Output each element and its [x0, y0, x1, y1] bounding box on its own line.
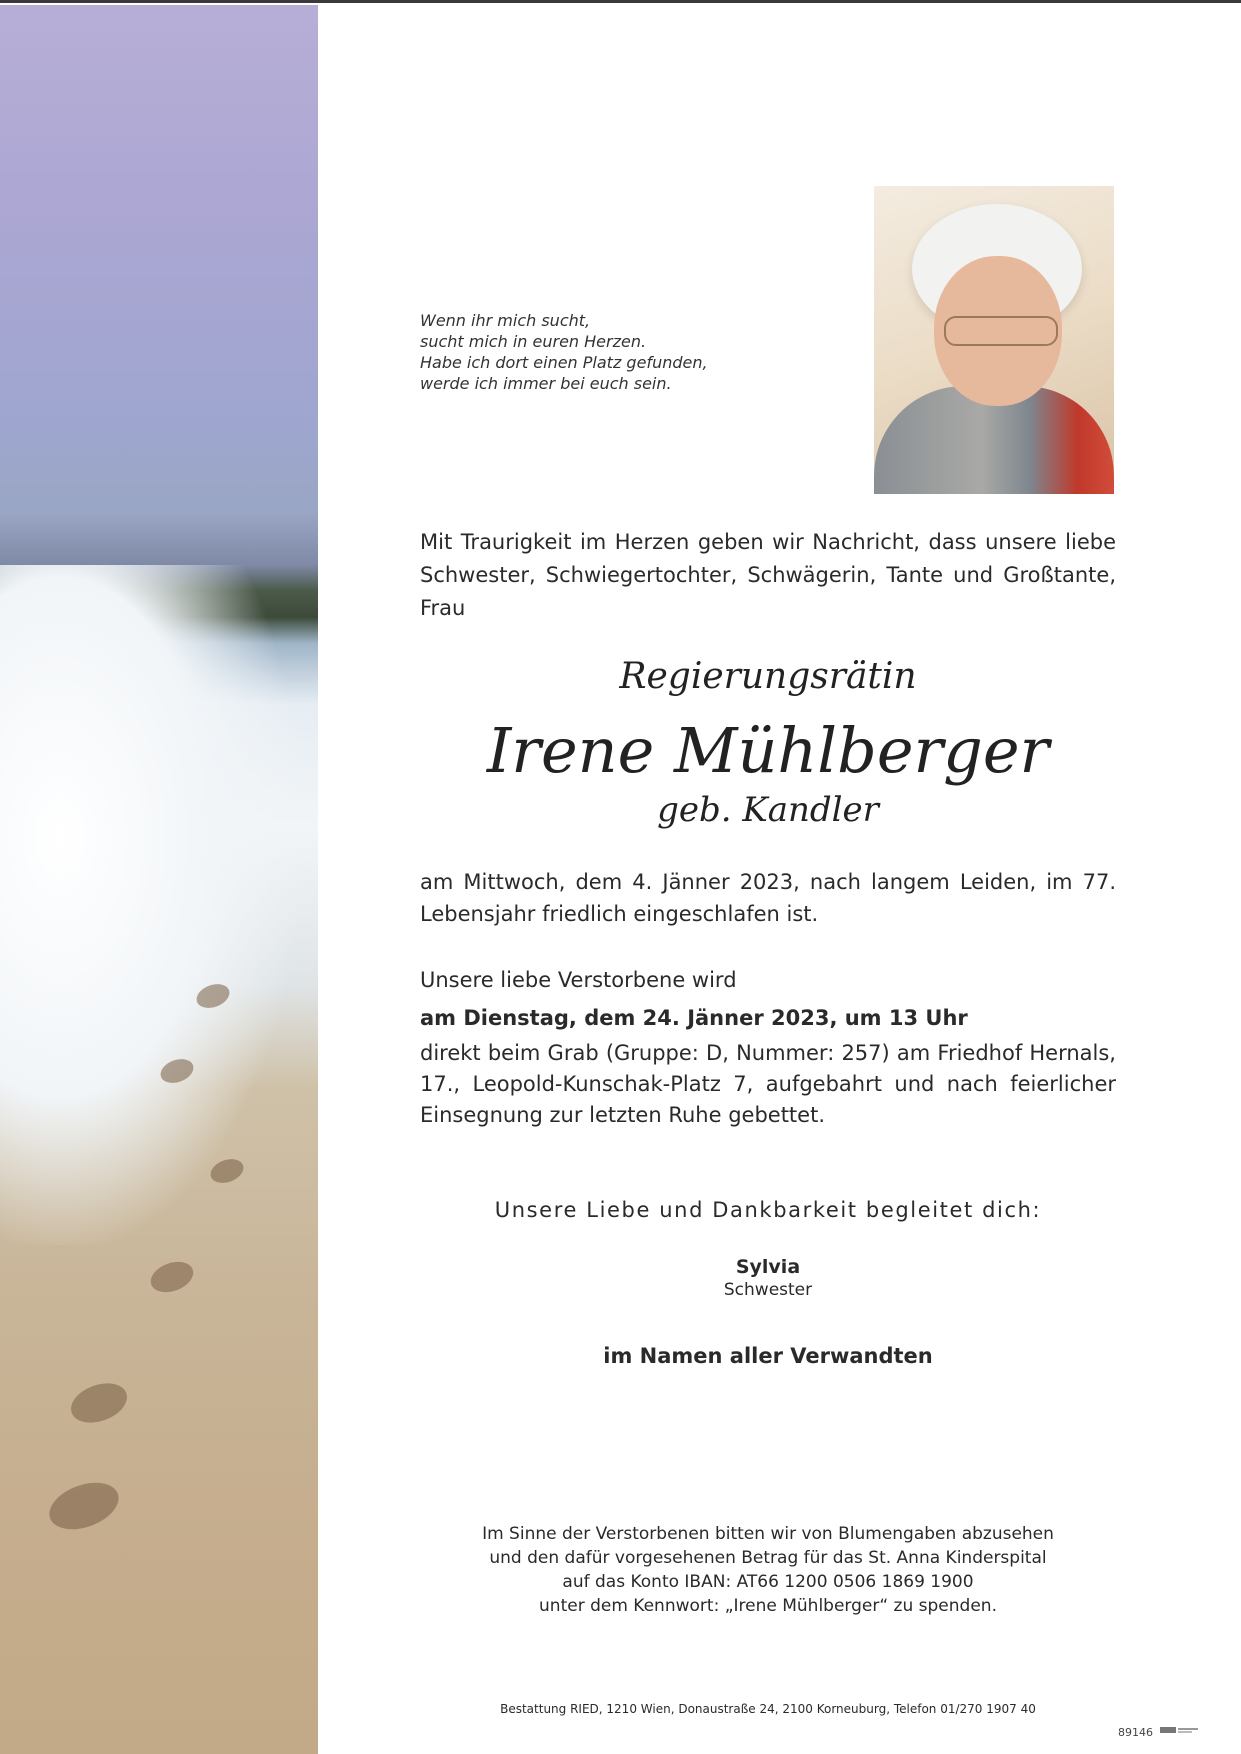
funeral-intro: Unsere liebe Verstorbene wird — [420, 968, 737, 992]
poem-line: sucht mich in euren Herzen. — [420, 332, 647, 351]
photo-glasses — [944, 316, 1058, 346]
donation-line: und den dafür vorgesehenen Betrag für das St. Anna Kinderspital — [489, 1548, 1047, 1568]
poem — [420, 310, 760, 394]
donation-line: auf das Konto IBAN: AT66 1200 0506 1869 1900 — [562, 1572, 974, 1592]
relatives-line: im Namen aller Verwandten — [603, 1344, 933, 1368]
donation-line: unter dem Kennwort: „Irene Mühlberger“ zu spenden. — [539, 1596, 997, 1616]
document-code: 89146 — [1118, 1726, 1153, 1739]
poem-line: Wenn ihr mich sucht, — [420, 311, 591, 330]
love-line: Unsere Liebe und Dankbarkeit begleitet dich: — [494, 1198, 1042, 1222]
footprint — [147, 1256, 198, 1297]
death-notice: am Mittwoch, dem 4. Jänner 2023, nach langem Leiden, im 77. Lebensjahr friedlich eingeschlafen ist. — [420, 870, 1116, 926]
deceased-title: Regierungsrätin — [619, 656, 917, 697]
deceased-birth-name: geb. Kandler — [657, 790, 879, 830]
beach-image — [0, 5, 318, 1754]
poem-line: Habe ich dort einen Platz gefunden, — [420, 353, 708, 372]
funeral-home-footer: Bestattung RIED, 1210 Wien, Donaustraße 24, 2100 Korneuburg, Telefon 01/270 1907 40 — [500, 1702, 1036, 1716]
donation-notice — [420, 1522, 1116, 1618]
funeral-text: direkt beim Grab (Gruppe: D, Nummer: 257) am Friedhof Hernals, 17., Leopold-Kunschak-Platz 7, aufgebahrt und nach feierlicher Einsegnung zur letzten Ruhe gebettet. — [420, 1041, 1116, 1127]
mourner-name: Sylvia — [735, 1256, 801, 1278]
wave-foam — [0, 565, 300, 1245]
deceased-name: Irene Mühlberger — [486, 714, 1050, 787]
mourner-relation: Schwester — [723, 1280, 813, 1300]
footprint — [66, 1376, 133, 1430]
poem-line: werde ich immer bei euch sein. — [420, 374, 672, 393]
intro-text: Mit Traurigkeit im Herzen geben wir Nachricht, dass unsere liebe Schwester, Schwiegertochter, Schwägerin, Tante und Großtante, Frau — [420, 530, 1116, 620]
publisher-logo — [1160, 1724, 1200, 1736]
funeral-date: am Dienstag, dem 24. Jänner 2023, um 13 Uhr — [420, 1006, 968, 1030]
donation-line: Im Sinne der Verstorbenen bitten wir von Blumengaben abzusehen — [482, 1524, 1054, 1544]
footprint — [43, 1474, 125, 1538]
portrait-photo — [874, 186, 1114, 494]
top-border — [0, 0, 1241, 3]
